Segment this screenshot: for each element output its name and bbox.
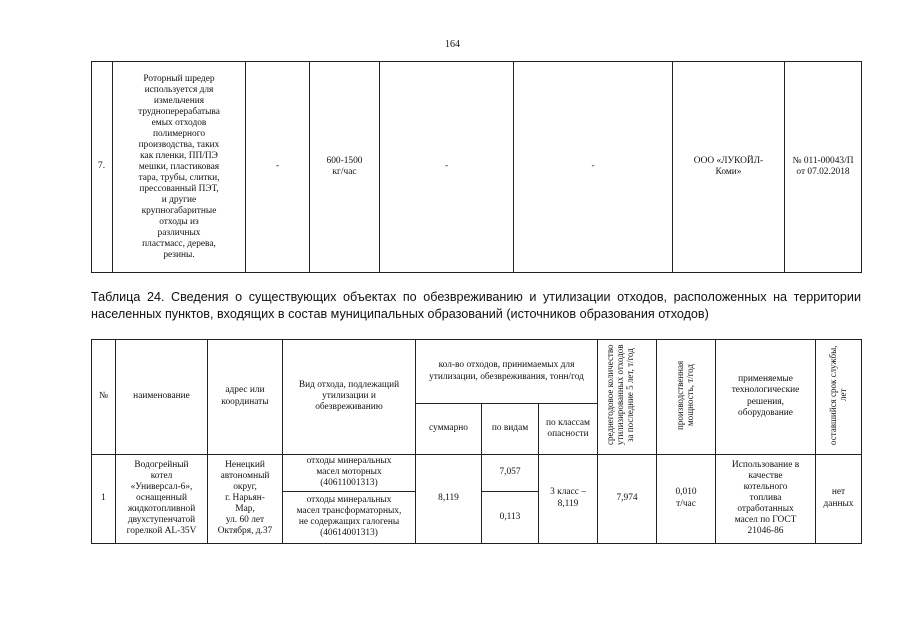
table-caption: Таблица 24. Сведения о существующих объектах по обезвреживанию и утилизации отходов, расположенных на территории населенных пунктов, входящих в состав муниципальных образований (источников образования отходов) <box>91 290 861 321</box>
line: производства, таких <box>138 139 220 150</box>
line: (40614001313) <box>320 528 378 539</box>
page-number: 164 <box>445 39 460 50</box>
header-num: № <box>92 340 116 455</box>
facility-name <box>116 454 208 543</box>
cell-dash: - <box>514 62 673 273</box>
table-row <box>92 454 862 491</box>
remaining-life <box>816 454 862 543</box>
line: округ, <box>233 482 257 493</box>
line: 3 класс – <box>550 487 586 498</box>
address-lines <box>208 460 282 537</box>
organization-cell <box>673 62 785 273</box>
line: (40611001313) <box>320 478 378 489</box>
line: отходы минеральных <box>306 495 392 506</box>
qty-type-2: 0,113 <box>482 491 539 543</box>
line: прессованный ПЭТ, <box>139 183 219 194</box>
header-capacity <box>657 340 716 455</box>
line: от 07.02.2018 <box>796 167 850 177</box>
line: адрес или <box>225 385 265 396</box>
line: отходы минеральных <box>306 456 392 467</box>
line: тара, трубы, слитки, <box>138 172 220 183</box>
table-24 <box>91 339 862 544</box>
line: различных <box>157 227 201 238</box>
name-lines <box>116 460 207 537</box>
technology-solutions <box>716 454 816 543</box>
line: полимерного <box>152 128 206 139</box>
line: «Универсал-6», <box>130 482 193 493</box>
license-cell <box>785 62 862 273</box>
line: горелкой AL-35V <box>126 526 197 537</box>
line: № 011-00043/П <box>792 155 854 166</box>
line: координаты <box>221 396 269 407</box>
line: нет <box>831 487 846 498</box>
cell-dash: - <box>246 62 310 273</box>
equipment-description <box>113 62 246 273</box>
header-remaining-life <box>816 340 862 455</box>
continued-table <box>91 61 862 273</box>
line: Роторный шредер <box>143 73 215 84</box>
line: Ненецкий <box>225 460 265 471</box>
line: кол-во отходов, принимаемых для <box>438 360 575 371</box>
line: емых отходов <box>151 117 207 128</box>
line: кг/час <box>332 167 357 177</box>
line: качестве <box>748 471 783 482</box>
line: обезвреживанию <box>315 402 383 413</box>
header-qty-by-class <box>539 404 598 454</box>
line: пластмасс, дерева, <box>142 238 216 249</box>
line: данных <box>823 498 854 509</box>
table-row <box>92 62 862 273</box>
line: котельного <box>743 482 788 493</box>
line: технологические <box>731 385 800 396</box>
cell-dash: - <box>380 62 514 273</box>
line: Использование в <box>731 460 800 471</box>
line: опасности <box>547 428 589 439</box>
line: автономный <box>220 471 270 482</box>
row-number: 1 <box>92 454 116 543</box>
vertical-text: производственная мощность, т/год <box>675 360 696 430</box>
line: крупногабаритные <box>141 205 217 216</box>
line: 600-1500 <box>326 155 363 166</box>
line: масел трансформаторных, <box>296 506 402 517</box>
solutions-lines <box>716 460 815 537</box>
line: Октября, д.37 <box>217 526 273 537</box>
line: котел <box>150 471 173 482</box>
line: оборудование <box>738 408 793 419</box>
line: применяемые <box>738 373 793 384</box>
line: 21046-86 <box>747 526 784 537</box>
line: 8,119 <box>557 498 579 509</box>
line: оснащенный <box>136 493 187 504</box>
line: Водогрейный <box>134 460 189 471</box>
vertical-text: оставшийся срок службы, лет <box>827 344 848 445</box>
header-qty-group <box>416 340 598 404</box>
header-row <box>92 340 862 404</box>
line: отходы из <box>159 216 199 227</box>
header-qty-by-type: по видам <box>482 404 539 454</box>
avg-qty: 7,974 <box>598 454 657 543</box>
line: 0,010 <box>675 487 697 498</box>
capacity-cell <box>310 62 380 273</box>
line: Коми» <box>715 167 742 177</box>
description-lines <box>113 74 245 261</box>
line: масел по ГОСТ <box>734 515 797 526</box>
line: ООО «ЛУКОЙЛ- <box>693 155 764 166</box>
line: утилизации, обезвреживания, тонн/год <box>429 371 584 382</box>
line: по классам <box>546 417 590 428</box>
line: измельчения <box>153 95 205 106</box>
header-qty-total: суммарно <box>416 404 482 454</box>
header-avg-qty <box>598 340 657 455</box>
line: топлива <box>749 493 782 504</box>
line: масел моторных <box>316 467 382 478</box>
line: ул. 60 лет <box>225 515 265 526</box>
line: используется для <box>144 84 214 95</box>
header-waste-type <box>283 340 416 455</box>
vertical-text: среднегодовое количество утилизированных отходов за последние 5 лет, т/год <box>605 344 636 445</box>
line: жидкотопливной <box>127 504 196 515</box>
line: утилизации и <box>322 391 376 402</box>
facility-address <box>208 454 283 543</box>
header-name: наименование <box>116 340 208 455</box>
row-number: 7. <box>92 62 113 273</box>
line: т/час <box>676 498 696 509</box>
header-address <box>208 340 283 455</box>
line: резины. <box>163 249 195 260</box>
qty-type-1: 7,057 <box>482 454 539 491</box>
line: Мар, <box>235 504 255 515</box>
line: как пленки, ПП/ПЭ <box>140 150 218 161</box>
waste-type-1 <box>283 454 416 491</box>
qty-total: 8,119 <box>416 454 482 543</box>
capacity <box>657 454 716 543</box>
qty-by-class <box>539 454 598 543</box>
line: не содержащих галогены <box>298 517 400 528</box>
line: отработанных <box>737 504 794 515</box>
line: мешки, пластиковая <box>138 161 220 172</box>
line: и другие <box>161 194 197 205</box>
line: двухступенчатой <box>127 515 196 526</box>
line: трудноперерабатыва <box>138 106 220 117</box>
line: Вид отхода, подлежащий <box>298 379 400 390</box>
waste-type-2 <box>283 491 416 543</box>
header-solutions <box>716 340 816 455</box>
line: решения, <box>747 396 784 407</box>
line: г. Нарьян- <box>225 493 265 504</box>
